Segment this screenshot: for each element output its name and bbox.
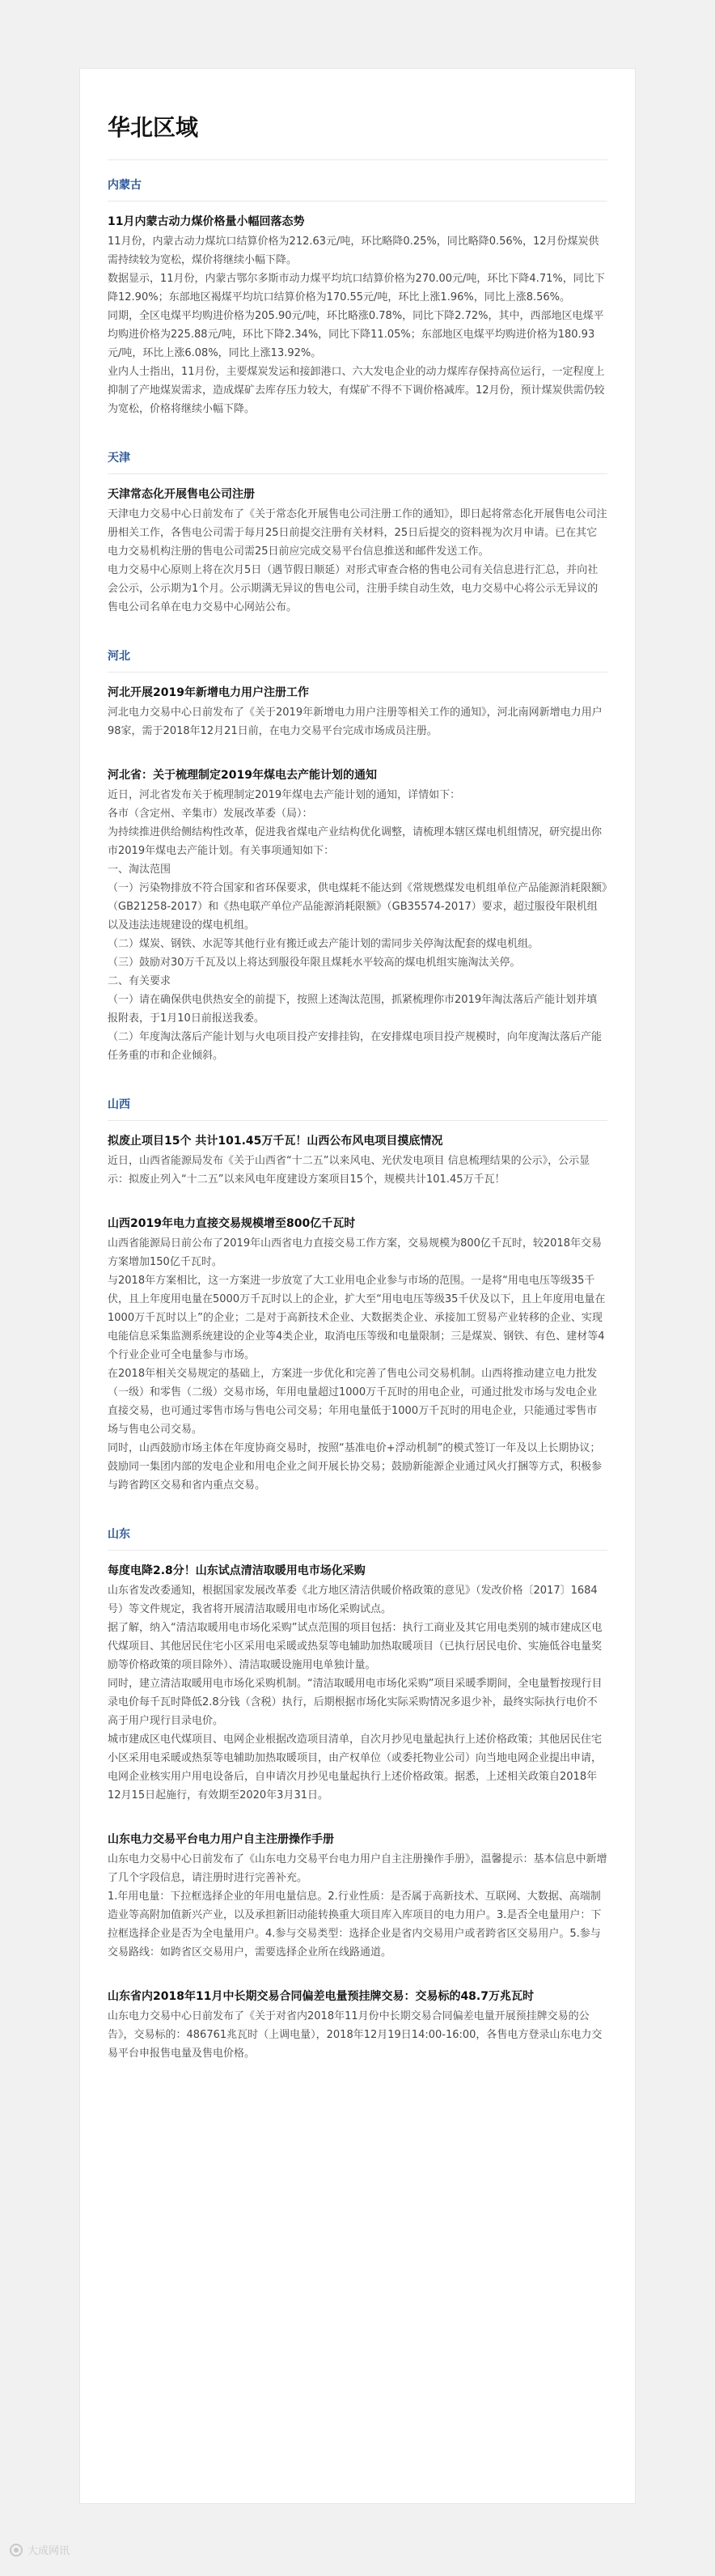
article [108, 1215, 607, 1495]
article-paragraph: 二、有关要求 [108, 975, 171, 987]
article-title: 11月内蒙古动力煤价格量小幅回落态势 [108, 215, 305, 228]
region-heading: 天津 [108, 449, 607, 474]
article-title: 河北省：关于梳理制定2019年煤电去产能计划的通知 [108, 769, 377, 782]
article-paragraph: 电力交易中心原则上将在次月5日（遇节假日顺延）对形式审查合格的售电公司有关信息进行汇总，并向社会公示，公示期为1个月。公示期满无异议的售电公司，注册手续自动生效，电力交易中心将公示无异议的售电公司名单在电力交易中心网站公布。 [108, 564, 599, 613]
watermark [10, 2542, 70, 2557]
watermark-text: 大成网讯 [28, 2545, 70, 2557]
article-paragraph: 同时，建立清洁取暖用电市场化采购机制。“清洁取暖用电市场化采购”项目采暖季期间，全电量暂按现行目录电价每千瓦时降低2.8分钱（含税）执行，后期根据市场化实际采购情况多退少补，最终实际执行电价不高于用户现行目录电价。 [108, 1678, 603, 1727]
article-paragraph: 业内人士指出，11月份，主要煤炭发运和接卸港口、六大发电企业的动力煤库存保持高位运行，一定程度上抑制了产地煤炭需求，造成煤矿去库存压力较大，有煤矿不得不下调价格减库。12月份，预计煤炭供需仍较为宽松，价格将继续小幅下降。 [108, 366, 605, 415]
article-paragraph: 山东省发改委通知，根据国家发展改革委《北方地区清洁供暖价格政策的意见》（发改价格〔2017〕1684号）等文件规定，我省将开展清洁取暖用电市场化采购试点。 [108, 1585, 598, 1615]
article-title: 山东省内2018年11月中长期交易合同偏差电量预挂牌交易：交易标的48.7万兆瓦时 [108, 1990, 534, 2003]
article-title: 拟废止项目15个 共计101.45万千瓦！山西公布风电项目摸底情况 [108, 1135, 443, 1148]
article-paragraph: 一、淘汰范围 [108, 864, 171, 876]
article-paragraph: 天津电力交易中心日前发布了《关于常态化开展售电公司注册工作的通知》，即日起将常态化开展售电公司注册相关工作，各售电公司需于每月25日前提交注册有关材料，25日后提交的资料视为次月申请。已在其它电力交易机构注册的售电公司需25日前应完成交易平台信息推送和邮件发送工作。 [108, 508, 607, 558]
article-paragraph: 在2018年相关交易规定的基础上，方案进一步优化和完善了售电公司交易机制。山西将推动建立电力批发（一级）和零售（二级）交易市场，年用电量超过1000万千瓦时的用电企业，可通过批发市场与发电企业直接交易，也可通过零售市场与售电公司交易；年用电量低于1000万千瓦时的用电企业，只能通过零售市场与售电公司交易。 [108, 1368, 598, 1436]
article [108, 1132, 607, 1189]
article-paragraph: 山西省能源局日前公布了2019年山西省电力直接交易工作方案，交易规模为800亿千瓦时，较2018年交易方案增加150亿千瓦时。 [108, 1237, 602, 1268]
article-paragraph: 据了解，纳入“清洁取暖用电市场化采购”试点范围的项目包括：执行工商业及其它用电类别的城市建成区电代煤项目、其他居民住宅小区采用电采暖或热泵等电辅助加热取暖项目（已执行居民电价、实施低谷电量奖励等价格政策的项目除外）、清洁取暖设施用电单独计量。 [108, 1622, 603, 1671]
article-paragraph: 山东电力交易中心日前发布了《山东电力交易平台电力用户自主注册操作手册》，温馨提示：基本信息中新增了几个字段信息，请注册时进行完善补充。 [108, 1853, 607, 1884]
page-title: 华北区域 [108, 106, 607, 160]
article-paragraph: （二）年度淘汰落后产能计划与火电项目投产安排挂钩，在安排煤电项目投产规模时，向年度淘汰落后产能任务重的市和企业倾斜。 [108, 1031, 603, 1062]
article [108, 1831, 607, 1962]
region-heading: 山东 [108, 1526, 607, 1551]
sections-container [108, 176, 607, 2077]
article-paragraph: 为持续推进供给侧结构性改革，促进我省煤电产业结构优化调整，请梳理本辖区煤电机组情况，研究提出你市2019年煤电去产能计划。有关事项通知如下： [108, 826, 603, 857]
article-paragraph: 近日，河北省发布关于梳理制定2019年煤电去产能计划的通知，详情如下： [108, 789, 461, 801]
article-title: 山东电力交易平台电力用户自主注册操作手册 [108, 1833, 334, 1846]
article-title: 山西2019年电力直接交易规模增至800亿千瓦时 [108, 1217, 356, 1230]
article [108, 1562, 607, 1805]
article [108, 684, 607, 741]
article-paragraph: （一）污染物排放不符合国家和省环保要求，供电煤耗不能达到《常规燃煤发电机组单位产品能源消耗限额》（GB21258-2017）和《热电联产单位产品能源消耗限额》（GB35574-2017）要求，超过服役年限机组以及违法违规建设的煤电机组。 [108, 882, 607, 932]
article-title: 天津常态化开展售电公司注册 [108, 488, 255, 501]
article-paragraph: 同时，山西鼓励市场主体在年度协商交易时，按照“基准电价+浮动机制”的模式签订一年及以上长期协议；鼓励同一集团内部的发电企业和用电企业之间开展长协交易；鼓励新能源企业通过风火打捆等方式，积极参与跨省跨区交易和省内重点交易。 [108, 1442, 603, 1492]
article-paragraph: （三）鼓励对30万千瓦及以上将达到服役年限且煤耗水平较高的煤电机组实施淘汰关停。 [108, 957, 521, 969]
article [108, 1988, 607, 2063]
article-title: 河北开展2019年新增电力用户注册工作 [108, 686, 309, 699]
article-paragraph: （二）煤炭、钢铁、水泥等其他行业有搬迁或去产能计划的需同步关停淘汰配套的煤电机组。 [108, 938, 539, 950]
article [108, 213, 607, 418]
region-heading: 河北 [108, 647, 607, 673]
article-paragraph: 山东电力交易中心日前发布了《关于对省内2018年11月份中长期交易合同偏差电量开展预挂牌交易的公告》，交易标的：486761兆瓦时（上调电量），2018年12月19日14:00-16:00，各售电方登录山东电力交易平台申报售电量及售电价格。 [108, 2010, 603, 2060]
content-card [79, 68, 636, 2504]
article-paragraph: 同期，全区电煤平均购进价格为205.90元/吨，环比略涨0.78%，同比下降2.72%，其中，西部地区电煤平均购进价格为225.88元/吨，环比下降2.34%，同比下降11.05%；东部地区电煤平均购进价格为180.93元/吨，环比上涨6.08%，同比上涨13.92%。 [108, 310, 604, 359]
article-paragraph: 11月份，内蒙古动力煤坑口结算价格为212.63元/吨，环比略降0.25%，同比略降0.56%，12月份煤炭供需持续较为宽松，煤价将继续小幅下降。 [108, 236, 599, 266]
region-heading: 内蒙古 [108, 176, 607, 202]
article-paragraph: 城市建成区电代煤项目、电网企业根据改造项目清单，自次月抄见电量起执行上述价格政策；其他居民住宅小区采用电采暖或热泵等电辅助加热取暖项目，由产权单位（或委托物业公司）向当地电网企业提出申请，电网企业核实用户用电设备后，自申请次月抄见电量起执行上述价格政策。据悉，上述相关政策自2018年12月15日起施行，有效期至2020年3月31日。 [108, 1734, 603, 1802]
watermark-logo-icon [10, 2544, 23, 2557]
region-heading: 山西 [108, 1096, 607, 1121]
article-paragraph: 各市（含定州、辛集市）发展改革委（局）： [108, 808, 313, 820]
article-title: 每度电降2.8分！山东试点清洁取暖用电市场化采购 [108, 1564, 366, 1577]
article-paragraph: 河北电力交易中心日前发布了《关于2019年新增电力用户注册等相关工作的通知》，河北南网新增电力用户98家，需于2018年12月21日前，在电力交易平台完成市场成员注册。 [108, 707, 603, 737]
article-paragraph: 1.年用电量：下拉框选择企业的年用电量信息。2.行业性质：是否属于高新技术、互联网、大数据、高端制造业等高附加值新兴产业，以及承担新旧动能转换重大项目库入库项目的电力用户。3.是否全电量用户：下拉框选择企业是否为全电量用户。4.参与交易类型：选择企业是省内交易用户或者跨省区交易用户。5.参与交易路线：如跨省区交易用户，需要选择企业所在线路通道。 [108, 1891, 602, 1959]
article-paragraph: （一）请在确保供电供热安全的前提下，按照上述淘汰范围，抓紧梳理你市2019年淘汰落后产能计划并填报附表，于1月10日前报送我委。 [108, 994, 598, 1025]
article-paragraph: 近日，山西省能源局发布《关于山西省“十二五”以来风电、光伏发电项目 信息梳理结果的公示》，公示显示：拟废止列入“十二五”以来风电年度建设方案项目15个，规模共计101.45万千瓦！ [108, 1155, 590, 1186]
article [108, 766, 607, 1065]
article-paragraph: 与2018年方案相比，这一方案进一步放宽了大工业用电企业参与市场的范围。一是将“用电电压等级35千伏，且上年度用电量在5000万千瓦时以上的企业，扩大至“用电电压等级35千伏及以下，且上年度用电量在1000万千瓦时以上”的企业；二是对于高新技术企业、大数据类企业、承接加工贸易产业转移的企业、实现电能信息采集监测系统建设的企业等4类企业，取消电压等级和电量限制；三是煤炭、钢铁、有色、建材等4个行业企业可全电量参与市场。 [108, 1275, 606, 1361]
article-paragraph: 数据显示，11月份，内蒙古鄂尔多斯市动力煤平均坑口结算价格为270.00元/吨，环比下降4.71%，同比下降12.90%；东部地区褐煤平均坑口结算价格为170.55元/吨，环比上涨1.96%，同比上涨8.56%。 [108, 273, 605, 303]
article [108, 486, 607, 617]
